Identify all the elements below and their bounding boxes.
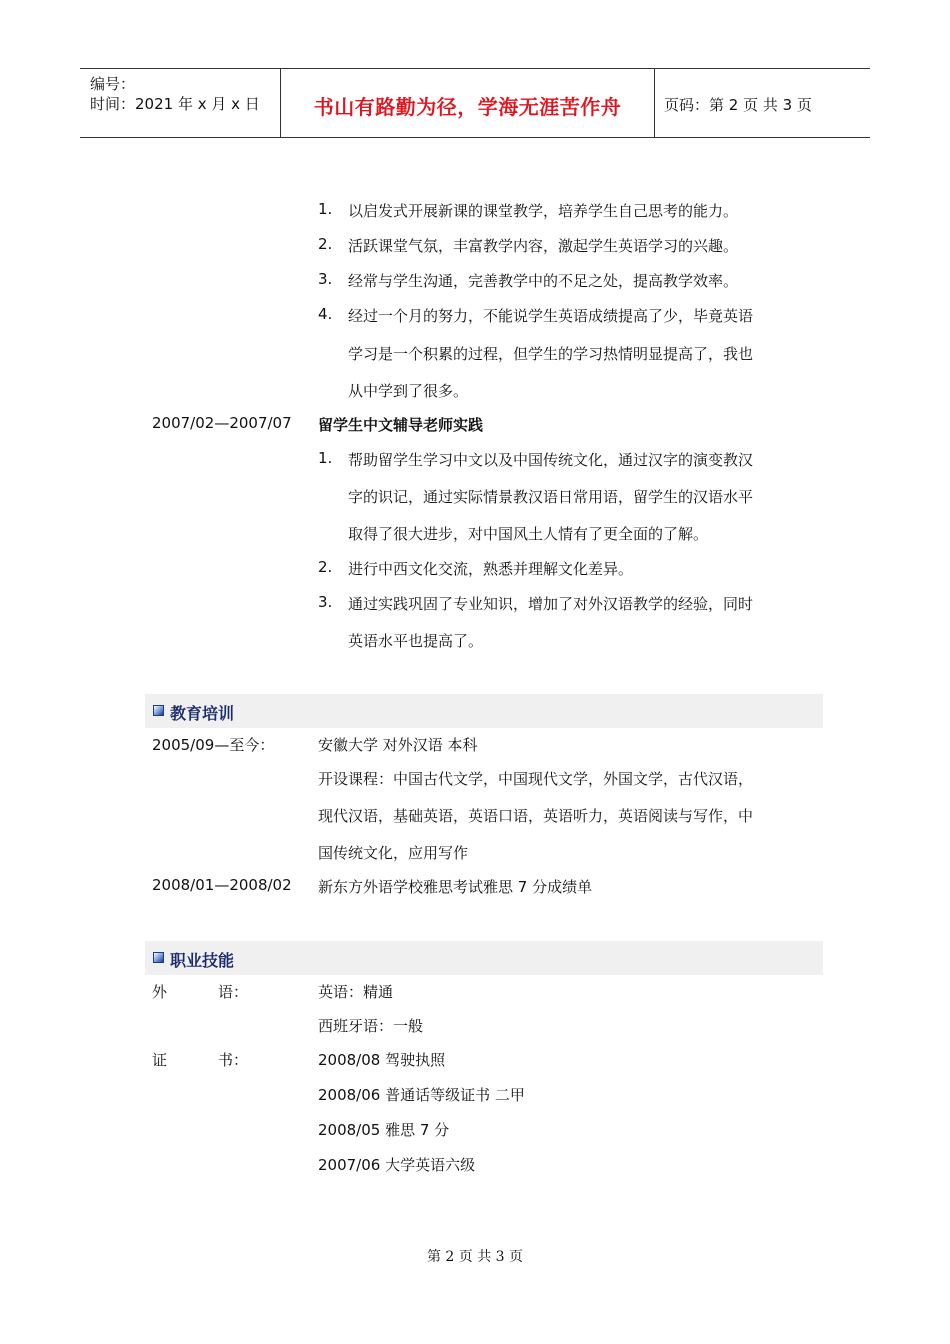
list-number: 2. [318, 235, 333, 253]
list-item-continued: 从中学到了很多。 [348, 382, 469, 400]
page-footer: 第 2 页 共 3 页 [426, 1249, 524, 1265]
list-item: 帮助留学生学习中文以及中国传统文化，通过汉字的演变教汉 [348, 451, 754, 469]
list-item-continued: 学习是一个积累的过程，但学生的学习热情明显提高了，我也 [348, 345, 754, 363]
motto: 书山有路勤为径，学海无涯苦作舟 [313, 95, 622, 119]
certificate-item: 2008/06 普通话等级证书 二甲 [318, 1086, 525, 1104]
list-number: 2. [318, 558, 333, 576]
skills-section-header [145, 941, 823, 975]
language-item: 西班牙语：一般 [318, 1017, 424, 1035]
list-item-continued: 英语水平也提高了。 [348, 632, 484, 650]
education-section-header [145, 694, 823, 728]
certificate-label: 证 书： [152, 1051, 249, 1069]
section-arrow-icon [153, 952, 164, 963]
list-number: 3. [318, 270, 333, 288]
section-arrow-icon [153, 705, 164, 716]
header-motto-cell [280, 69, 655, 137]
page-info: 页码：第 2 页 共 3 页 [664, 96, 812, 114]
education-section-title: 教育培训 [170, 704, 235, 723]
list-item-continued: 取得了很大进步，对中国风土人情有了更全面的了解。 [348, 525, 709, 543]
education-line: 开设课程：中国古代文学，中国现代文学，外国文学，古代汉语， [318, 770, 754, 788]
header-meta-cell [80, 69, 280, 137]
list-item: 以启发式开展新课的课堂教学，培养学生自己思考的能力。 [348, 202, 739, 220]
page-header [80, 68, 870, 138]
certificate-item: 2008/05 雅思 7 分 [318, 1121, 450, 1139]
education-date: 2005/09—至今： [152, 736, 275, 754]
list-item: 进行中西文化交流，熟悉并理解文化差异。 [348, 560, 634, 578]
education-line: 国传统文化，应用写作 [318, 844, 469, 862]
practice2-title: 留学生中文辅导老师实践 [318, 416, 484, 434]
list-item: 通过实践巩固了专业知识，增加了对外汉语教学的经验，同时 [348, 595, 754, 613]
header-page-cell [654, 69, 870, 137]
education-line: 现代汉语，基础英语，英语口语，英语听力，英语阅读与写作，中 [318, 807, 754, 825]
certificate-item: 2008/08 驾驶执照 [318, 1051, 446, 1069]
list-number: 1. [318, 200, 333, 218]
education-date: 2008/01—2008/02 [152, 876, 292, 894]
list-item: 经过一个月的努力，不能说学生英语成绩提高了少，毕竟英语 [348, 307, 754, 325]
skills-section-title: 职业技能 [170, 951, 235, 970]
language-label: 外 语： [152, 983, 249, 1001]
list-number: 3. [318, 593, 333, 611]
language-item: 英语：精通 [318, 983, 394, 1001]
list-number: 4. [318, 305, 333, 323]
certificate-item: 2007/06 大学英语六级 [318, 1156, 476, 1174]
number-label: 编号： [90, 75, 136, 93]
time-label: 时间：2021 年 x 月 x 日 [90, 95, 260, 113]
list-item: 活跃课堂气氛，丰富教学内容，激起学生英语学习的兴趣。 [348, 237, 739, 255]
education-line: 安徽大学 对外汉语 本科 [318, 736, 478, 754]
list-item-continued: 字的识记，通过实际情景教汉语日常用语，留学生的汉语水平 [348, 488, 754, 506]
list-item: 经常与学生沟通，完善教学中的不足之处，提高教学效率。 [348, 272, 739, 290]
education-line: 新东方外语学校雅思考试雅思 7 分成绩单 [318, 878, 593, 896]
list-number: 1. [318, 449, 333, 467]
practice2-date: 2007/02—2007/07 [152, 414, 292, 432]
